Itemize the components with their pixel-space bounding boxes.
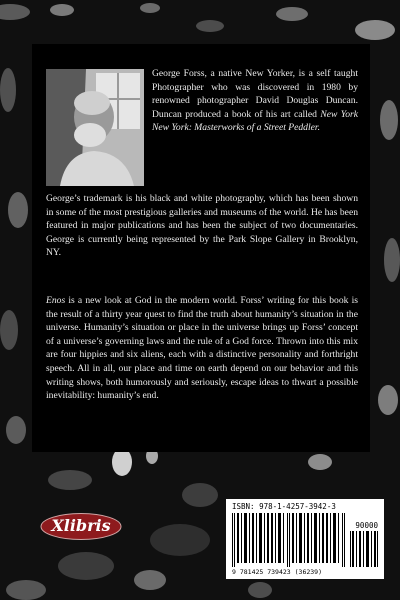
isbn-text: ISBN: 978-1-4257-3942-3: [232, 502, 336, 511]
barcode-bars: [232, 513, 347, 567]
author-bio-paragraph-1: George Forss, a native New Yorker, is a self taught Photographer who was discovered in 1980 by renowned photographer David Douglas Duncan. Duncan produced a book of his art called New York New York: Masterworks of a Street Peddler.: [152, 68, 359, 134]
publisher-logo: [40, 513, 122, 540]
publisher-logo-text: Xlibris: [51, 516, 111, 535]
back-cover-text-panel: [32, 44, 370, 452]
barcode-digits: 9 781425 739423 (36239): [232, 568, 323, 576]
author-photo: [46, 69, 144, 186]
book-description: Enos is a new look at God in the modern world. Forss’ writing for this book is the result of a thirty year quest to find the truth about humanity’s situation in the universe. Humanity’s situation or place in the universe brings up Forss’ concept of a universe’s governing laws and the rule of a God force. Thrown into this mix are four hippies and six aliens, each with a distinctive personality and forthright speech. All in all, our place and time on earth depend on our behavior and this writing shows, both humorously and seriously, escape ideas to thwart a possible inevitability: humanity’s end.: [46, 295, 358, 402]
price-code: 90000: [355, 521, 378, 530]
price-barcode-bars: [350, 531, 378, 567]
isbn-barcode: [226, 499, 384, 579]
book-title-reference: New York New York: Masterworks of a Street Peddler.: [152, 108, 359, 134]
book-title: Enos: [46, 295, 66, 306]
author-bio-paragraph-2: George’s trademark is his black and white photography, which has been shown in some of the most prestigious galleries and museums of the world. He has been featured in major publications and has been the subject of two documentaries. George is currently being represented by the Park Slope Gallery in Brooklyn, NY.: [46, 193, 358, 259]
